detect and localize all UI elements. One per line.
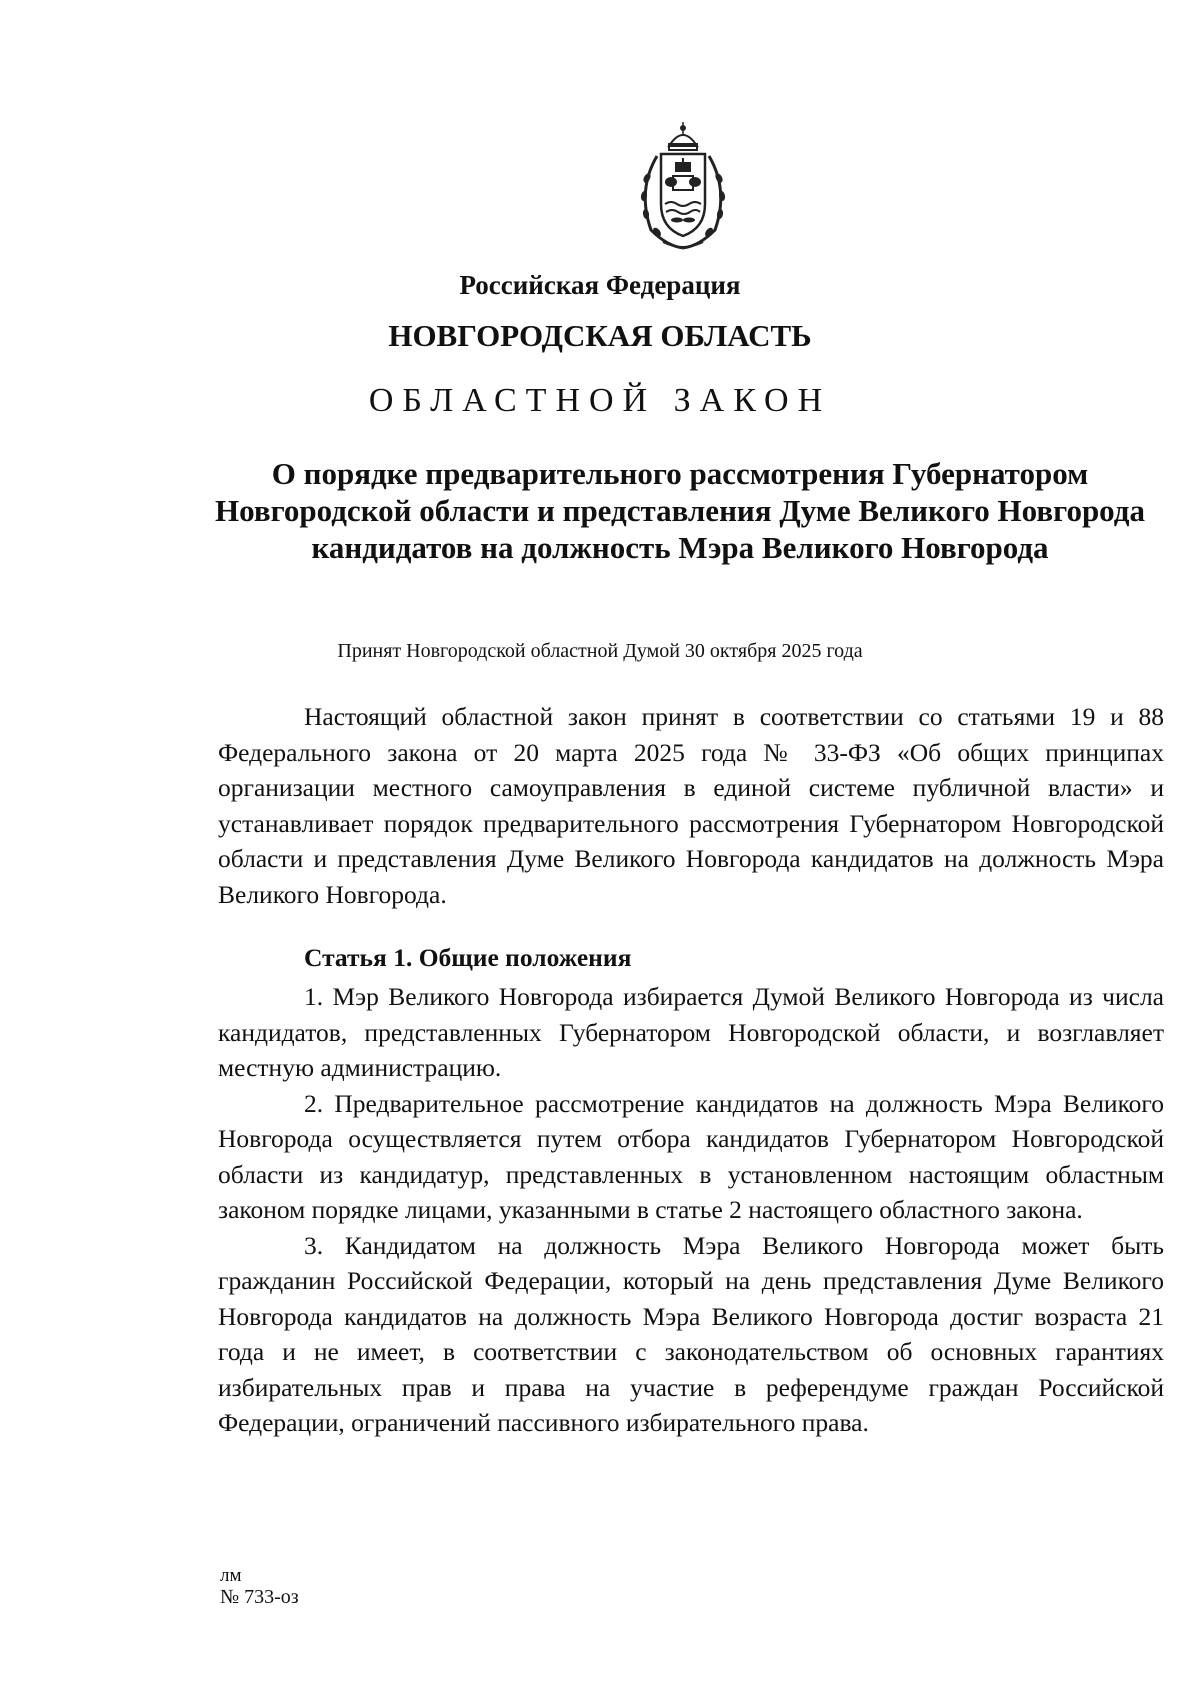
article-1-body: [218, 979, 1164, 1441]
adoption-note: Принят Новгородской областной Думой 30 октября 2025 года: [337, 640, 863, 662]
coat-of-arms-icon: [633, 120, 733, 255]
article-1-paragraph-1: 1. Мэр Великого Новгорода избирается Думой Великого Новгорода из числа кандидатов, представленных Губернатором Новгородской области, и возглавляет местную администрацию.: [218, 982, 1164, 1082]
doc-type-heading: ОБЛАСТНОЙ ЗАКОН: [368, 382, 832, 419]
article-1-paragraph-2: 2. Предварительное рассмотрение кандидатов на должность Мэра Великого Новгорода осуществляется путем отбора кандидатов Губернатором Новгородской области из кандидатур, представленных в установленном настоящим областным законом порядке лицами, указанными в статье 2 настоящего областного закона.: [218, 1088, 1164, 1224]
preamble-paragraph: Настоящий областной закон принят в соответствии со статьями 19 и 88 Федерального закона от 20 марта 2025 года № 33-ФЗ «Об общих принципах организации местного самоуправления в единой системе публичной власти» и устанавливает порядок предварительного рассмотрения Губернатором Новгородской области и представления Думе Великого Новгорода кандидатов на должность Мэра Великого Новгорода.: [218, 702, 1164, 909]
law-title: О порядке предварительного рассмотрения Губернатором Новгородской области и представления Думе Великого Новгорода кандидатов на должность Мэра Великого Новгорода: [215, 456, 1145, 565]
federation-heading: Российская Федерация: [459, 270, 741, 300]
footer-initials: лм: [220, 1565, 242, 1586]
preamble-section: [218, 699, 1164, 912]
footer-law-number: № 733-оз: [220, 1586, 299, 1608]
article-1-paragraph-3: 3. Кандидатом на должность Мэра Великого Новгорода может быть гражданин Российской Федерации, который на день представления Думе Великого Новгорода кандидатов на должность Мэра Великого Новгорода достиг возраста 21 года и не имеет, в соответствии с законодательством об основных гарантиях избирательных прав и права на участие в референдуме граждан Российской Федерации, ограничений пассивного избирательного права.: [218, 1230, 1164, 1437]
region-heading: НОВГОРОДСКАЯ ОБЛАСТЬ: [388, 318, 812, 353]
article-1-heading: Статья 1. Общие положения: [304, 943, 632, 972]
